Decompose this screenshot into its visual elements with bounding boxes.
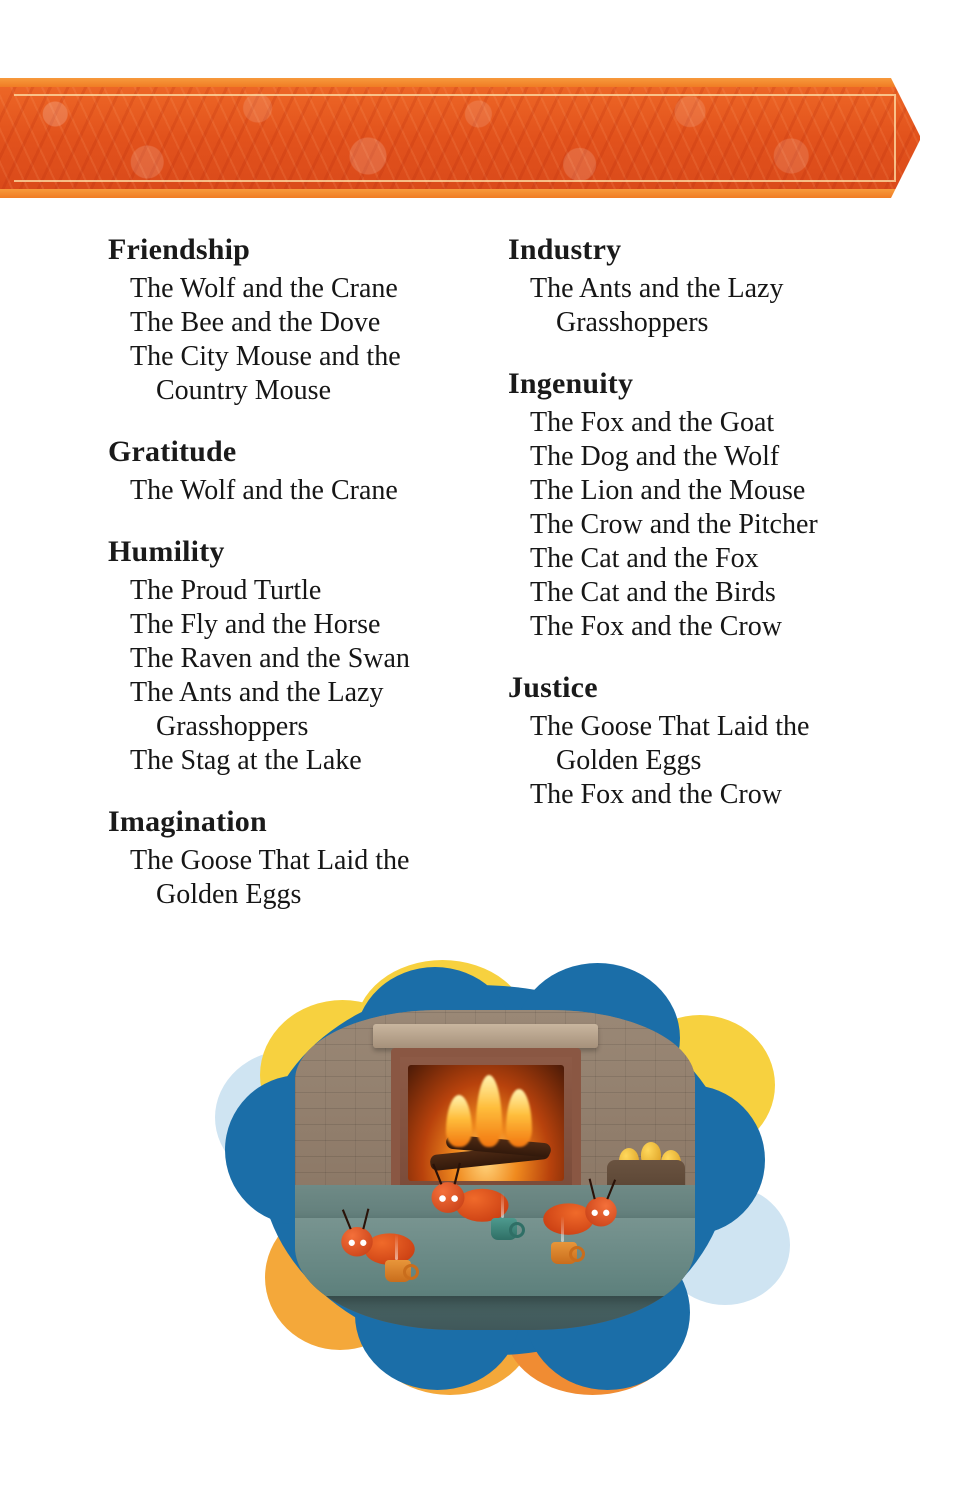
index-entry: The Fox and the Crow [530,611,782,642]
section-title: Justice [508,671,598,704]
index-section [108,434,498,508]
section-title: Ingenuity [508,367,634,400]
flame [446,1095,472,1147]
flame [476,1075,502,1147]
banner-ribbon-tail [877,78,921,198]
steam-wisp [395,1234,398,1260]
steam-wisp [561,1216,564,1242]
ant-head [585,1197,617,1226]
index-entry: The Cat and the Fox [530,543,759,574]
ant-head [432,1182,465,1213]
banner-notch [891,78,921,198]
index-entry: The Lion and the Mouse [530,475,806,506]
index-entry: The Goose That Laid the Golden Eggs [130,845,410,910]
index-entry: The Raven and the Swan [130,643,410,674]
ant-eye [451,1195,458,1202]
index-section [508,232,898,340]
banner-inner-border [14,94,896,182]
index-entry: The Fox and the Goat [530,407,775,438]
index-entry: The Dog and the Wolf [530,441,780,472]
fireplace-mantel [373,1024,598,1048]
index-entry: The Stag at the Lake [130,745,362,776]
index-section [508,670,898,812]
index-column-left [108,232,498,912]
ant-character [543,1191,617,1244]
index-entry: The Crow and the Pitcher [530,509,818,540]
ant-eye [349,1240,355,1246]
index-section [108,534,498,778]
index-entry: The City Mouse and the Country Mouse [130,341,401,406]
mug [551,1242,577,1264]
index-entry: The Bee and the Dove [130,307,381,338]
decorative-header-banner [0,78,920,198]
ant-head [341,1227,373,1256]
index-entry: The Ants and the Lazy Grasshoppers [130,677,384,742]
index-entry: The Wolf and the Crane [130,273,398,304]
index-entry: The Fox and the Crow [530,779,782,810]
ant-eye [603,1210,609,1216]
flame [506,1089,532,1147]
section-title: Imagination [108,805,267,838]
banner-top-edge [0,78,920,87]
index-entry: The Wolf and the Crane [130,475,398,506]
fireplace-ants-illustration [205,955,785,1395]
index-section [508,366,898,644]
index-column-right [498,232,898,912]
banner-bottom-edge [0,189,920,198]
steam-wisp [501,1192,504,1218]
mug [385,1260,411,1282]
section-title: Gratitude [108,435,237,468]
section-title: Friendship [108,233,251,266]
ant-eye [439,1195,446,1202]
section-title: Humility [108,535,225,568]
index-entry: The Goose That Laid the Golden Eggs [530,711,810,776]
ant-eye [360,1240,366,1246]
index-entry: The Ants and the Lazy Grasshoppers [530,273,784,338]
illustration-scene [295,1010,695,1330]
index-entry: The Proud Turtle [130,575,322,606]
ant-eye [592,1210,598,1216]
index-section [108,232,498,408]
section-title: Industry [508,233,622,266]
index-section [108,804,498,912]
index-entry: The Cat and the Birds [530,577,776,608]
mug [491,1218,517,1240]
index-columns [108,232,898,912]
index-entry: The Fly and the Horse [130,609,381,640]
